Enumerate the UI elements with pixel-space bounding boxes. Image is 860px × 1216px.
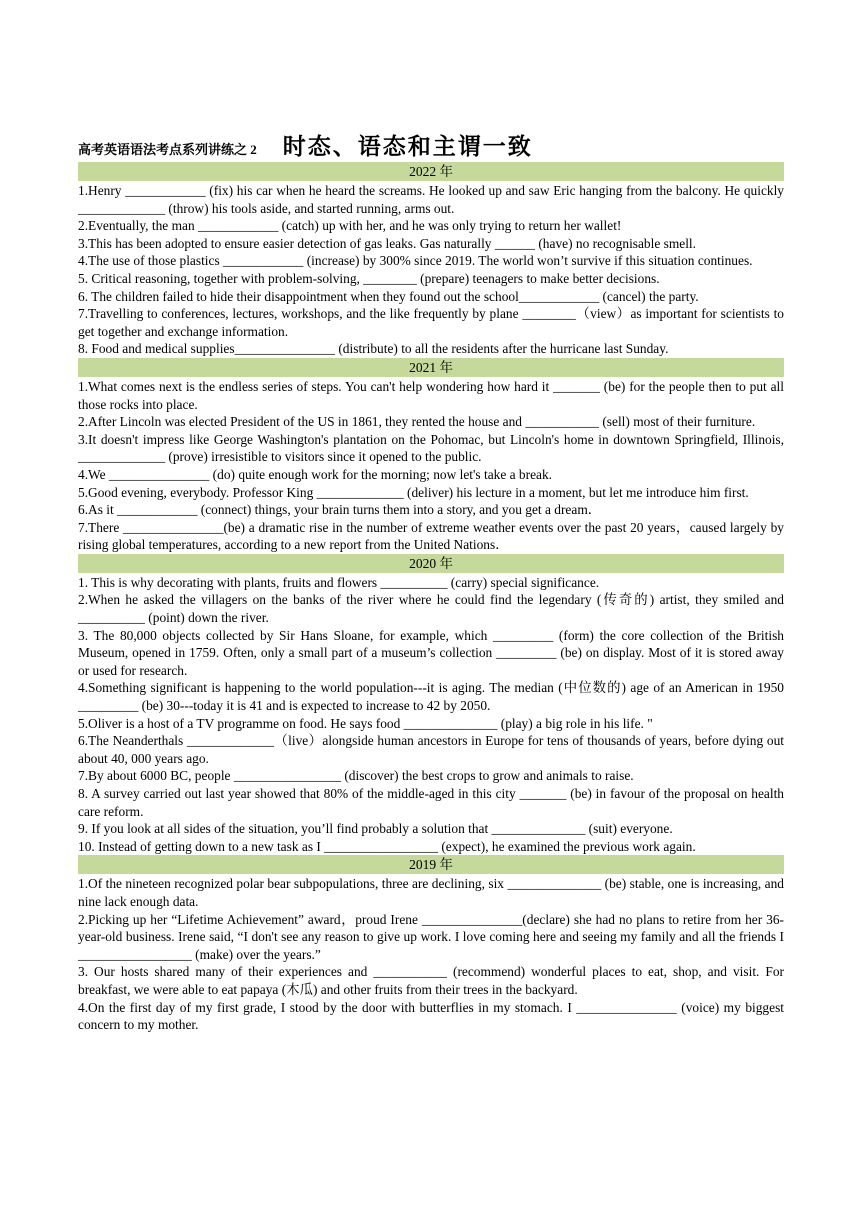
year-heading: 2020 年 [78, 554, 784, 573]
exercise-item: 4.The use of those plastics ____________ (increase) by 300% since 2019. The world won’t survive if this situation continues. [78, 253, 753, 269]
exercise-item: 1.Of the nineteen recognized polar bear subpopulations, three are declining, six ______________ (be) stable, one is increasing, and nine lack enough data. [78, 876, 784, 909]
exercise-item: 8. Food and medical supplies_______________ (distribute) to all the residents after the hurricane last Sunday. [78, 341, 669, 357]
year-heading: 2022 年 [78, 162, 784, 181]
exercise-list [78, 377, 784, 554]
exercise-list [78, 181, 784, 358]
section-2020 [78, 554, 784, 856]
exercise-item: 2.After Lincoln was elected President of the US in 1861, they rented the house and ___________ (sell) most of their furniture. [78, 414, 756, 430]
exercise-item: 10. Instead of getting down to a new task as I _________________ (expect), he examined the previous work again. [78, 838, 696, 854]
document-page [78, 128, 784, 1034]
page-title: 时态、语态和主谓一致 [282, 134, 533, 160]
exercise-item: 3.It doesn't impress like George Washington's plantation on the Pohomac, but Lincoln's home in downtown Springfield, Illinois, _____________ (prove) irresistible to visitors since it opened to the public. [78, 431, 784, 465]
exercise-item: 6.As it ____________ (connect) things, your brain turns them into a story, and you get a dream． [78, 502, 602, 518]
exercise-item: 5. Critical reasoning, together with problem-solving, ________ (prepare) teenagers to make better decisions. [78, 270, 660, 286]
exercise-item: 7.There _______________(be) a dramatic rise in the number of extreme weather events over the past 20 years，caused largely by rising global temperatures, according to a new report from the United Nations． [78, 519, 784, 553]
exercise-item: 4.We _______________ (do) quite enough work for the morning; now let's take a break. [78, 466, 552, 482]
year-heading: 2021 年 [78, 358, 784, 377]
exercise-item: 5.Oliver is a host of a TV programme on food. He says food ______________ (play) a big role in his life. " [78, 715, 653, 731]
series-label: 高考英语语法考点系列讲练之 2 [78, 142, 257, 157]
exercise-item: 2.When he asked the villagers on the banks of the river where he could find the legendary (传奇的) artist, they smiled and __________ (point) down the river. [78, 592, 784, 626]
exercise-list [78, 874, 784, 1033]
exercise-item: 3.This has been adopted to ensure easier detection of gas leaks. Gas naturally ______ (have) no recognisable smell. [78, 235, 697, 251]
section-2019 [78, 855, 784, 1033]
exercise-item: 3. The 80,000 objects collected by Sir Hans Sloane, for example, which _________ (form) the core collection of the British Museum, opened in 1759. Often, only a small part of a museum’s collection _________ (be) on display. Most of it is stored away or used for research. [78, 627, 784, 678]
exercise-item: 4.Something significant is happening to the world population---it is aging. The median (中位数的) age of an American in 1950 _________ (be) 30---today it is 41 and is expected to increase to 42 by 2050. [78, 680, 784, 714]
exercise-item: 2.Picking up her “Lifetime Achievement” award，proud Irene _______________(declare) she had no plans to retire from her 36-year-old business. Irene said, “I don't see any reason to give up work. I love coming here and seeing my family and all the friends I _________________ (make) over the years.” [78, 911, 784, 962]
exercise-item: 7.Travelling to conferences, lectures, workshops, and the like frequently by plane ________（view）as important for scientists to get together and exchange information. [78, 306, 784, 339]
exercise-item: 6. The children failed to hide their disappointment when they found out the school____________ (cancel) the party. [78, 288, 699, 304]
exercise-item: 8. A survey carried out last year showed that 80% of the middle-aged in this city _______ (be) in favour of the proposal on health care reform. [78, 786, 784, 819]
section-2022 [78, 162, 784, 358]
exercise-item: 1.Henry ____________ (fix) his car when he heard the screams. He looked up and saw Eric hanging from the balcony. He quickly _____________ (throw) his tools aside, and started running, arms out. [78, 183, 784, 216]
exercise-item: 7.By about 6000 BC, people ________________ (discover) the best crops to grow and animals to raise. [78, 768, 634, 784]
exercise-item: 1. This is why decorating with plants, fruits and flowers __________ (carry) special significance. [78, 574, 600, 590]
section-2021 [78, 358, 784, 554]
exercise-list [78, 573, 784, 856]
exercise-item: 4.On the first day of my first grade, I stood by the door with butterflies in my stomach. I _______________ (voice) my biggest concern to my mother. [78, 999, 784, 1033]
exercise-item: 6.The Neanderthals _____________（live）alongside human ancestors in Europe for tens of thousands of years, before dying out about 40, 000 years ago. [78, 733, 784, 766]
exercise-item: 5.Good evening, everybody. Professor King _____________ (deliver) his lecture in a moment, but let me introduce him first. [78, 484, 749, 500]
exercise-item: 9. If you look at all sides of the situation, you’ll find probably a solution that ______________ (suit) everyone. [78, 821, 673, 837]
exercise-item: 1.What comes next is the endless series of steps. You can't help wondering how hard it _______ (be) for the people then to put all those rocks into place. [78, 378, 784, 412]
document-header [78, 128, 784, 160]
exercise-item: 2.Eventually, the man ____________ (catch) up with her, and he was only trying to return her wallet! [78, 218, 622, 234]
year-heading: 2019 年 [78, 855, 784, 874]
exercise-item: 3. Our hosts shared many of their experiences and ___________ (recommend) wonderful places to eat, shop, and visit. For breakfast, we were able to eat papaya (木瓜) and other fruits from their trees in the backyard. [78, 964, 784, 997]
